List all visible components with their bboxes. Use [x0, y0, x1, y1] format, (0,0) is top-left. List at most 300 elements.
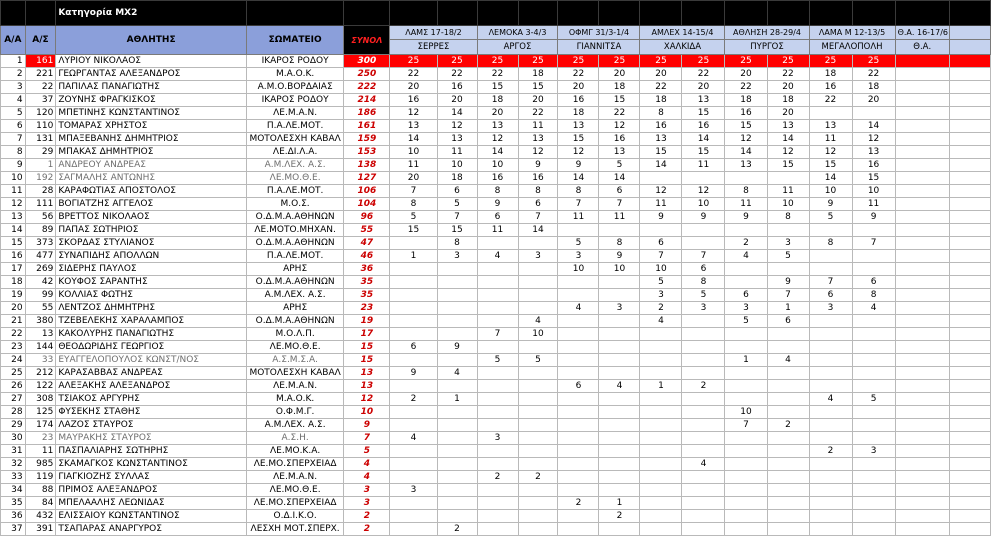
race-result-cell[interactable]: 20	[477, 107, 518, 120]
race-result-cell[interactable]: 15	[640, 146, 682, 159]
position-cell[interactable]: 16	[1, 250, 26, 263]
race-result-cell[interactable]	[477, 367, 518, 380]
race-result-cell[interactable]: 8	[518, 185, 558, 198]
race-result-cell[interactable]	[682, 328, 725, 341]
race-result-cell[interactable]: 2	[599, 510, 640, 523]
header-points[interactable]: ΣΥΝΟΛ	[344, 26, 390, 55]
race-result-cell[interactable]	[725, 510, 767, 523]
race-result-cell[interactable]	[518, 289, 558, 302]
race-result-cell[interactable]: 18	[599, 81, 640, 94]
position-cell[interactable]: 24	[1, 354, 26, 367]
race-result-cell[interactable]	[682, 510, 725, 523]
race-number-cell[interactable]: 42	[25, 276, 56, 289]
race-result-cell[interactable]: 25	[518, 55, 558, 68]
race-result-cell[interactable]	[477, 289, 518, 302]
race-result-cell[interactable]	[895, 445, 949, 458]
race-result-cell[interactable]	[767, 393, 809, 406]
race-result-cell[interactable]: 16	[682, 120, 725, 133]
event-place-3[interactable]: ΓΙΑΝΝΙΤΣΑ	[558, 40, 640, 55]
event-name-5[interactable]: ΑΘΛΗΣΗ 28-29/4	[725, 26, 809, 40]
position-cell[interactable]: 13	[1, 211, 26, 224]
race-result-cell[interactable]: 1	[640, 380, 682, 393]
club-cell[interactable]: Α.Μ.Ο.ΒΟΡΔΑΙΑΣ	[246, 81, 343, 94]
race-result-cell[interactable]: 3	[599, 302, 640, 315]
race-result-cell[interactable]	[895, 367, 949, 380]
race-result-cell[interactable]: 25	[640, 55, 682, 68]
race-result-cell[interactable]	[599, 224, 640, 237]
race-result-cell[interactable]	[437, 263, 477, 276]
race-result-cell[interactable]	[437, 315, 477, 328]
race-result-cell[interactable]: 3	[390, 484, 437, 497]
race-result-cell[interactable]: 9	[725, 211, 767, 224]
race-result-cell[interactable]: 13	[640, 133, 682, 146]
race-result-cell[interactable]: 6	[640, 237, 682, 250]
race-result-cell[interactable]: 14	[809, 172, 852, 185]
race-result-cell[interactable]	[725, 432, 767, 445]
race-result-cell[interactable]: 22	[809, 94, 852, 107]
race-number-cell[interactable]: 89	[25, 224, 56, 237]
race-result-cell[interactable]: 5	[809, 211, 852, 224]
race-result-cell[interactable]	[809, 263, 852, 276]
race-result-cell[interactable]: 13	[518, 133, 558, 146]
race-result-cell[interactable]	[895, 250, 949, 263]
race-result-cell[interactable]	[477, 263, 518, 276]
race-result-cell[interactable]	[390, 237, 437, 250]
race-result-cell[interactable]	[895, 211, 949, 224]
race-result-cell[interactable]	[558, 367, 599, 380]
athlete-name-cell[interactable]: ΤΖΕΒΕΛΕΚΗΣ ΧΑΡΑΛΑΜΠΟΣ	[56, 315, 247, 328]
athlete-name-cell[interactable]: ΜΠΑΚΑΣ ΔΗΜΗΤΡΙΟΣ	[56, 146, 247, 159]
club-cell[interactable]: Π.Α.ΛΕ.ΜΟΤ.	[246, 250, 343, 263]
race-result-cell[interactable]	[852, 432, 895, 445]
race-result-cell[interactable]: 18	[477, 94, 518, 107]
race-result-cell[interactable]: 10	[437, 159, 477, 172]
race-result-cell[interactable]	[390, 315, 437, 328]
race-result-cell[interactable]: 15	[682, 146, 725, 159]
race-result-cell[interactable]	[949, 341, 990, 354]
race-result-cell[interactable]	[682, 445, 725, 458]
athlete-name-cell[interactable]: ΕΥΑΓΓΕΛΟΠΟΥΛΟΣ ΚΩΝΣΤ/ΝΟΣ	[56, 354, 247, 367]
athlete-name-cell[interactable]: ΣΑΓΜΑΛΗΣ ΑΝΤΩΝΗΣ	[56, 172, 247, 185]
race-result-cell[interactable]	[558, 315, 599, 328]
race-result-cell[interactable]	[640, 432, 682, 445]
race-result-cell[interactable]: 1	[437, 393, 477, 406]
race-result-cell[interactable]	[725, 445, 767, 458]
race-result-cell[interactable]	[682, 354, 725, 367]
race-result-cell[interactable]	[949, 172, 990, 185]
club-cell[interactable]: ΛΕ.ΜΟΤΟ.ΜΗΧΑΝ.	[246, 224, 343, 237]
race-result-cell[interactable]	[599, 354, 640, 367]
race-result-cell[interactable]	[809, 432, 852, 445]
total-points-cell[interactable]: 9	[344, 419, 390, 432]
position-cell[interactable]: 8	[1, 146, 26, 159]
race-result-cell[interactable]: 25	[725, 55, 767, 68]
race-result-cell[interactable]	[682, 432, 725, 445]
race-number-cell[interactable]: 477	[25, 250, 56, 263]
race-result-cell[interactable]	[949, 354, 990, 367]
race-result-cell[interactable]	[949, 510, 990, 523]
race-result-cell[interactable]	[558, 458, 599, 471]
total-points-cell[interactable]: 4	[344, 458, 390, 471]
race-result-cell[interactable]: 9	[640, 211, 682, 224]
race-result-cell[interactable]	[852, 328, 895, 341]
race-result-cell[interactable]	[949, 289, 990, 302]
total-points-cell[interactable]: 96	[344, 211, 390, 224]
total-points-cell[interactable]: 161	[344, 120, 390, 133]
race-number-cell[interactable]: 120	[25, 107, 56, 120]
race-result-cell[interactable]	[949, 393, 990, 406]
race-result-cell[interactable]	[895, 237, 949, 250]
position-cell[interactable]: 9	[1, 159, 26, 172]
race-result-cell[interactable]: 20	[725, 68, 767, 81]
position-cell[interactable]: 31	[1, 445, 26, 458]
total-points-cell[interactable]: 186	[344, 107, 390, 120]
race-result-cell[interactable]	[895, 263, 949, 276]
race-result-cell[interactable]	[809, 224, 852, 237]
race-result-cell[interactable]	[725, 224, 767, 237]
race-result-cell[interactable]	[949, 445, 990, 458]
race-result-cell[interactable]: 3	[477, 432, 518, 445]
race-result-cell[interactable]: 7	[599, 198, 640, 211]
athlete-name-cell[interactable]: ΑΛΕΞΑΚΗΣ ΑΛΕΞΑΝΔΡΟΣ	[56, 380, 247, 393]
race-result-cell[interactable]: 16	[852, 159, 895, 172]
race-result-cell[interactable]: 14	[390, 133, 437, 146]
race-result-cell[interactable]: 20	[640, 68, 682, 81]
race-result-cell[interactable]: 20	[437, 94, 477, 107]
event-place-1[interactable]: ΣΕΡΡΕΣ	[390, 40, 477, 55]
race-result-cell[interactable]	[390, 471, 437, 484]
race-result-cell[interactable]	[477, 341, 518, 354]
race-result-cell[interactable]	[895, 510, 949, 523]
race-result-cell[interactable]	[477, 510, 518, 523]
race-result-cell[interactable]	[437, 484, 477, 497]
race-result-cell[interactable]: 5	[558, 237, 599, 250]
race-result-cell[interactable]	[682, 224, 725, 237]
race-result-cell[interactable]: 16	[558, 94, 599, 107]
athlete-name-cell[interactable]: ΦΥΣΕΚΗΣ ΣΤΑΘΗΣ	[56, 406, 247, 419]
total-points-cell[interactable]: 127	[344, 172, 390, 185]
position-cell[interactable]: 32	[1, 458, 26, 471]
race-result-cell[interactable]: 22	[518, 107, 558, 120]
race-result-cell[interactable]: 16	[725, 107, 767, 120]
race-result-cell[interactable]	[682, 419, 725, 432]
race-result-cell[interactable]	[682, 393, 725, 406]
race-result-cell[interactable]	[640, 328, 682, 341]
athlete-name-cell[interactable]: ΓΕΩΡΓΑΝΤΑΣ ΑΛΕΞΑΝΔΡΟΣ	[56, 68, 247, 81]
total-points-cell[interactable]: 106	[344, 185, 390, 198]
race-result-cell[interactable]	[809, 458, 852, 471]
race-result-cell[interactable]	[809, 341, 852, 354]
race-result-cell[interactable]	[558, 276, 599, 289]
athlete-name-cell[interactable]: ΚΟΛΛΙΑΣ ΦΩΤΗΣ	[56, 289, 247, 302]
race-result-cell[interactable]	[640, 484, 682, 497]
race-result-cell[interactable]: 2	[437, 523, 477, 536]
race-result-cell[interactable]: 2	[682, 380, 725, 393]
race-result-cell[interactable]	[599, 367, 640, 380]
race-result-cell[interactable]	[477, 302, 518, 315]
race-result-cell[interactable]	[852, 510, 895, 523]
race-number-cell[interactable]: 55	[25, 302, 56, 315]
race-result-cell[interactable]: 16	[518, 172, 558, 185]
race-result-cell[interactable]	[558, 341, 599, 354]
race-result-cell[interactable]: 12	[852, 133, 895, 146]
race-result-cell[interactable]: 20	[767, 107, 809, 120]
race-result-cell[interactable]	[518, 302, 558, 315]
race-result-cell[interactable]	[599, 393, 640, 406]
race-result-cell[interactable]: 18	[437, 172, 477, 185]
race-result-cell[interactable]	[725, 380, 767, 393]
race-result-cell[interactable]: 25	[767, 55, 809, 68]
race-result-cell[interactable]	[390, 302, 437, 315]
race-result-cell[interactable]: 2	[518, 471, 558, 484]
athlete-name-cell[interactable]: ΜΑΥΡΑΚΗΣ ΣΤΑΥΡΟΣ	[56, 432, 247, 445]
race-result-cell[interactable]	[558, 471, 599, 484]
race-result-cell[interactable]: 15	[518, 81, 558, 94]
race-result-cell[interactable]	[437, 458, 477, 471]
race-result-cell[interactable]	[390, 497, 437, 510]
position-cell[interactable]: 35	[1, 497, 26, 510]
race-result-cell[interactable]: 8	[767, 211, 809, 224]
total-points-cell[interactable]: 3	[344, 484, 390, 497]
race-result-cell[interactable]: 22	[852, 68, 895, 81]
race-result-cell[interactable]	[949, 497, 990, 510]
race-result-cell[interactable]	[949, 432, 990, 445]
race-result-cell[interactable]	[895, 380, 949, 393]
athlete-name-cell[interactable]: ΓΙΑΓΚΙΟΖΗΣ ΣΥΛΛΑΣ	[56, 471, 247, 484]
total-points-cell[interactable]: 23	[344, 302, 390, 315]
race-result-cell[interactable]: 6	[599, 185, 640, 198]
race-result-cell[interactable]	[949, 471, 990, 484]
race-result-cell[interactable]	[949, 81, 990, 94]
race-result-cell[interactable]: 8	[437, 237, 477, 250]
race-result-cell[interactable]: 4	[599, 380, 640, 393]
race-result-cell[interactable]: 14	[767, 133, 809, 146]
race-result-cell[interactable]: 6	[725, 289, 767, 302]
race-result-cell[interactable]	[895, 302, 949, 315]
race-result-cell[interactable]: 8	[390, 198, 437, 211]
race-result-cell[interactable]: 16	[390, 94, 437, 107]
race-result-cell[interactable]	[852, 380, 895, 393]
race-result-cell[interactable]: 6	[852, 276, 895, 289]
race-result-cell[interactable]	[558, 393, 599, 406]
race-number-cell[interactable]: 380	[25, 315, 56, 328]
race-result-cell[interactable]: 6	[437, 185, 477, 198]
race-result-cell[interactable]	[809, 250, 852, 263]
total-points-cell[interactable]: 300	[344, 55, 390, 68]
race-result-cell[interactable]	[477, 315, 518, 328]
race-result-cell[interactable]	[558, 289, 599, 302]
race-result-cell[interactable]: 10	[725, 406, 767, 419]
race-result-cell[interactable]	[895, 133, 949, 146]
position-cell[interactable]: 28	[1, 406, 26, 419]
race-result-cell[interactable]	[477, 276, 518, 289]
race-result-cell[interactable]	[949, 198, 990, 211]
total-points-cell[interactable]: 138	[344, 159, 390, 172]
athlete-name-cell[interactable]: ΚΑΡΑΦΩΤΙΑΣ ΑΠΟΣΤΟΛΟΣ	[56, 185, 247, 198]
race-result-cell[interactable]	[725, 328, 767, 341]
club-cell[interactable]: Α.Σ.Η.	[246, 432, 343, 445]
race-result-cell[interactable]	[518, 393, 558, 406]
race-result-cell[interactable]: 20	[682, 81, 725, 94]
position-cell[interactable]: 20	[1, 302, 26, 315]
header-blank-cell[interactable]	[949, 26, 990, 40]
club-cell[interactable]: ΛΕΣΧΗ ΜΟΤ.ΣΠΕΡΧ.	[246, 523, 343, 536]
race-result-cell[interactable]: 11	[518, 120, 558, 133]
race-result-cell[interactable]	[852, 341, 895, 354]
race-result-cell[interactable]	[949, 146, 990, 159]
position-cell[interactable]: 11	[1, 185, 26, 198]
race-result-cell[interactable]	[767, 406, 809, 419]
race-result-cell[interactable]: 20	[518, 94, 558, 107]
race-result-cell[interactable]	[599, 419, 640, 432]
race-result-cell[interactable]	[437, 419, 477, 432]
race-number-cell[interactable]: 432	[25, 510, 56, 523]
race-result-cell[interactable]: 15	[558, 133, 599, 146]
race-result-cell[interactable]	[949, 107, 990, 120]
race-result-cell[interactable]	[852, 484, 895, 497]
race-result-cell[interactable]	[558, 510, 599, 523]
race-result-cell[interactable]	[767, 224, 809, 237]
event-place-2[interactable]: ΑΡΓΟΣ	[477, 40, 558, 55]
race-result-cell[interactable]: 14	[437, 107, 477, 120]
race-result-cell[interactable]: 12	[809, 146, 852, 159]
race-result-cell[interactable]	[682, 315, 725, 328]
race-result-cell[interactable]	[558, 419, 599, 432]
race-result-cell[interactable]	[725, 341, 767, 354]
race-result-cell[interactable]	[767, 341, 809, 354]
race-result-cell[interactable]: 8	[558, 185, 599, 198]
total-points-cell[interactable]: 250	[344, 68, 390, 81]
race-result-cell[interactable]	[477, 497, 518, 510]
race-result-cell[interactable]	[682, 341, 725, 354]
total-points-cell[interactable]: 55	[344, 224, 390, 237]
race-result-cell[interactable]	[767, 510, 809, 523]
race-result-cell[interactable]	[767, 367, 809, 380]
race-result-cell[interactable]	[390, 419, 437, 432]
race-result-cell[interactable]: 1	[599, 497, 640, 510]
race-result-cell[interactable]: 12	[725, 133, 767, 146]
position-cell[interactable]: 15	[1, 237, 26, 250]
race-result-cell[interactable]	[949, 406, 990, 419]
race-result-cell[interactable]	[809, 497, 852, 510]
race-result-cell[interactable]	[949, 276, 990, 289]
race-result-cell[interactable]: 15	[599, 94, 640, 107]
race-result-cell[interactable]	[725, 484, 767, 497]
race-result-cell[interactable]	[852, 315, 895, 328]
club-cell[interactable]: ΛΕ.ΜΟ.ΣΠΕΡΧΕΙΑΔ	[246, 458, 343, 471]
race-result-cell[interactable]	[895, 328, 949, 341]
race-result-cell[interactable]	[599, 432, 640, 445]
race-number-cell[interactable]: 308	[25, 393, 56, 406]
position-cell[interactable]: 30	[1, 432, 26, 445]
race-result-cell[interactable]: 9	[518, 159, 558, 172]
race-result-cell[interactable]	[949, 380, 990, 393]
race-result-cell[interactable]: 11	[809, 133, 852, 146]
race-result-cell[interactable]	[949, 523, 990, 536]
race-result-cell[interactable]	[558, 406, 599, 419]
race-result-cell[interactable]: 7	[640, 250, 682, 263]
race-result-cell[interactable]	[640, 172, 682, 185]
race-result-cell[interactable]: 14	[640, 159, 682, 172]
race-result-cell[interactable]: 7	[558, 198, 599, 211]
race-result-cell[interactable]	[682, 484, 725, 497]
race-result-cell[interactable]: 25	[390, 55, 437, 68]
race-result-cell[interactable]	[725, 497, 767, 510]
race-result-cell[interactable]: 22	[725, 81, 767, 94]
club-cell[interactable]: ΛΕ.ΔΙ.Λ.Α.	[246, 146, 343, 159]
race-result-cell[interactable]: 10	[599, 263, 640, 276]
athlete-name-cell[interactable]: ΑΝΔΡΕΟΥ ΑΝΔΡΕΑΣ	[56, 159, 247, 172]
race-result-cell[interactable]: 7	[390, 185, 437, 198]
athlete-name-cell[interactable]: ΠΑΠΙΛΑΣ ΠΑΝΑΓΙΩΤΗΣ	[56, 81, 247, 94]
race-result-cell[interactable]: 4	[558, 302, 599, 315]
race-number-cell[interactable]: 29	[25, 146, 56, 159]
race-result-cell[interactable]: 22	[599, 107, 640, 120]
event-place-4[interactable]: ΧΑΛΚΙΔΑ	[640, 40, 725, 55]
position-cell[interactable]: 5	[1, 107, 26, 120]
race-result-cell[interactable]: 18	[518, 68, 558, 81]
race-result-cell[interactable]	[895, 224, 949, 237]
race-result-cell[interactable]	[895, 354, 949, 367]
race-result-cell[interactable]	[477, 419, 518, 432]
race-result-cell[interactable]	[767, 263, 809, 276]
athlete-name-cell[interactable]: ΜΠΕΤΙΝΗΣ ΚΩΝΣΤΑΝΤΙΝΟΣ	[56, 107, 247, 120]
race-result-cell[interactable]	[949, 419, 990, 432]
race-result-cell[interactable]	[895, 315, 949, 328]
race-result-cell[interactable]: 7	[809, 276, 852, 289]
race-result-cell[interactable]	[767, 432, 809, 445]
race-result-cell[interactable]: 2	[477, 471, 518, 484]
header-pos[interactable]: Α/Α	[1, 26, 26, 55]
race-result-cell[interactable]: 18	[852, 81, 895, 94]
race-result-cell[interactable]	[599, 276, 640, 289]
race-result-cell[interactable]	[949, 250, 990, 263]
race-result-cell[interactable]: 13	[558, 120, 599, 133]
race-result-cell[interactable]	[640, 445, 682, 458]
race-result-cell[interactable]: 12	[518, 146, 558, 159]
race-result-cell[interactable]	[437, 510, 477, 523]
race-result-cell[interactable]	[949, 237, 990, 250]
race-result-cell[interactable]: 12	[477, 133, 518, 146]
race-result-cell[interactable]: 11	[437, 146, 477, 159]
total-points-cell[interactable]: 46	[344, 250, 390, 263]
race-result-cell[interactable]	[767, 497, 809, 510]
total-points-cell[interactable]: 17	[344, 328, 390, 341]
race-result-cell[interactable]: 22	[558, 68, 599, 81]
race-result-cell[interactable]: 25	[852, 55, 895, 68]
total-points-cell[interactable]: 153	[344, 146, 390, 159]
race-result-cell[interactable]: 13	[682, 94, 725, 107]
race-result-cell[interactable]	[895, 471, 949, 484]
club-cell[interactable]: ΛΕ.ΜΟ.ΣΠΕΡΧΕΙΑΔ	[246, 497, 343, 510]
position-cell[interactable]: 12	[1, 198, 26, 211]
race-result-cell[interactable]	[437, 432, 477, 445]
race-result-cell[interactable]: 10	[767, 198, 809, 211]
race-result-cell[interactable]: 20	[390, 81, 437, 94]
total-points-cell[interactable]: 35	[344, 289, 390, 302]
race-result-cell[interactable]	[809, 367, 852, 380]
race-result-cell[interactable]	[895, 393, 949, 406]
race-result-cell[interactable]	[895, 341, 949, 354]
race-result-cell[interactable]	[895, 159, 949, 172]
race-result-cell[interactable]	[852, 406, 895, 419]
athlete-name-cell[interactable]: ΤΣΑΠΑΡΑΣ ΑΝΑΡΓΥΡΟΣ	[56, 523, 247, 536]
club-cell[interactable]: Μ.Ο.Λ.Π.	[246, 328, 343, 341]
race-result-cell[interactable]: 13	[809, 120, 852, 133]
race-result-cell[interactable]: 13	[599, 146, 640, 159]
race-result-cell[interactable]	[895, 55, 949, 68]
race-result-cell[interactable]	[599, 523, 640, 536]
